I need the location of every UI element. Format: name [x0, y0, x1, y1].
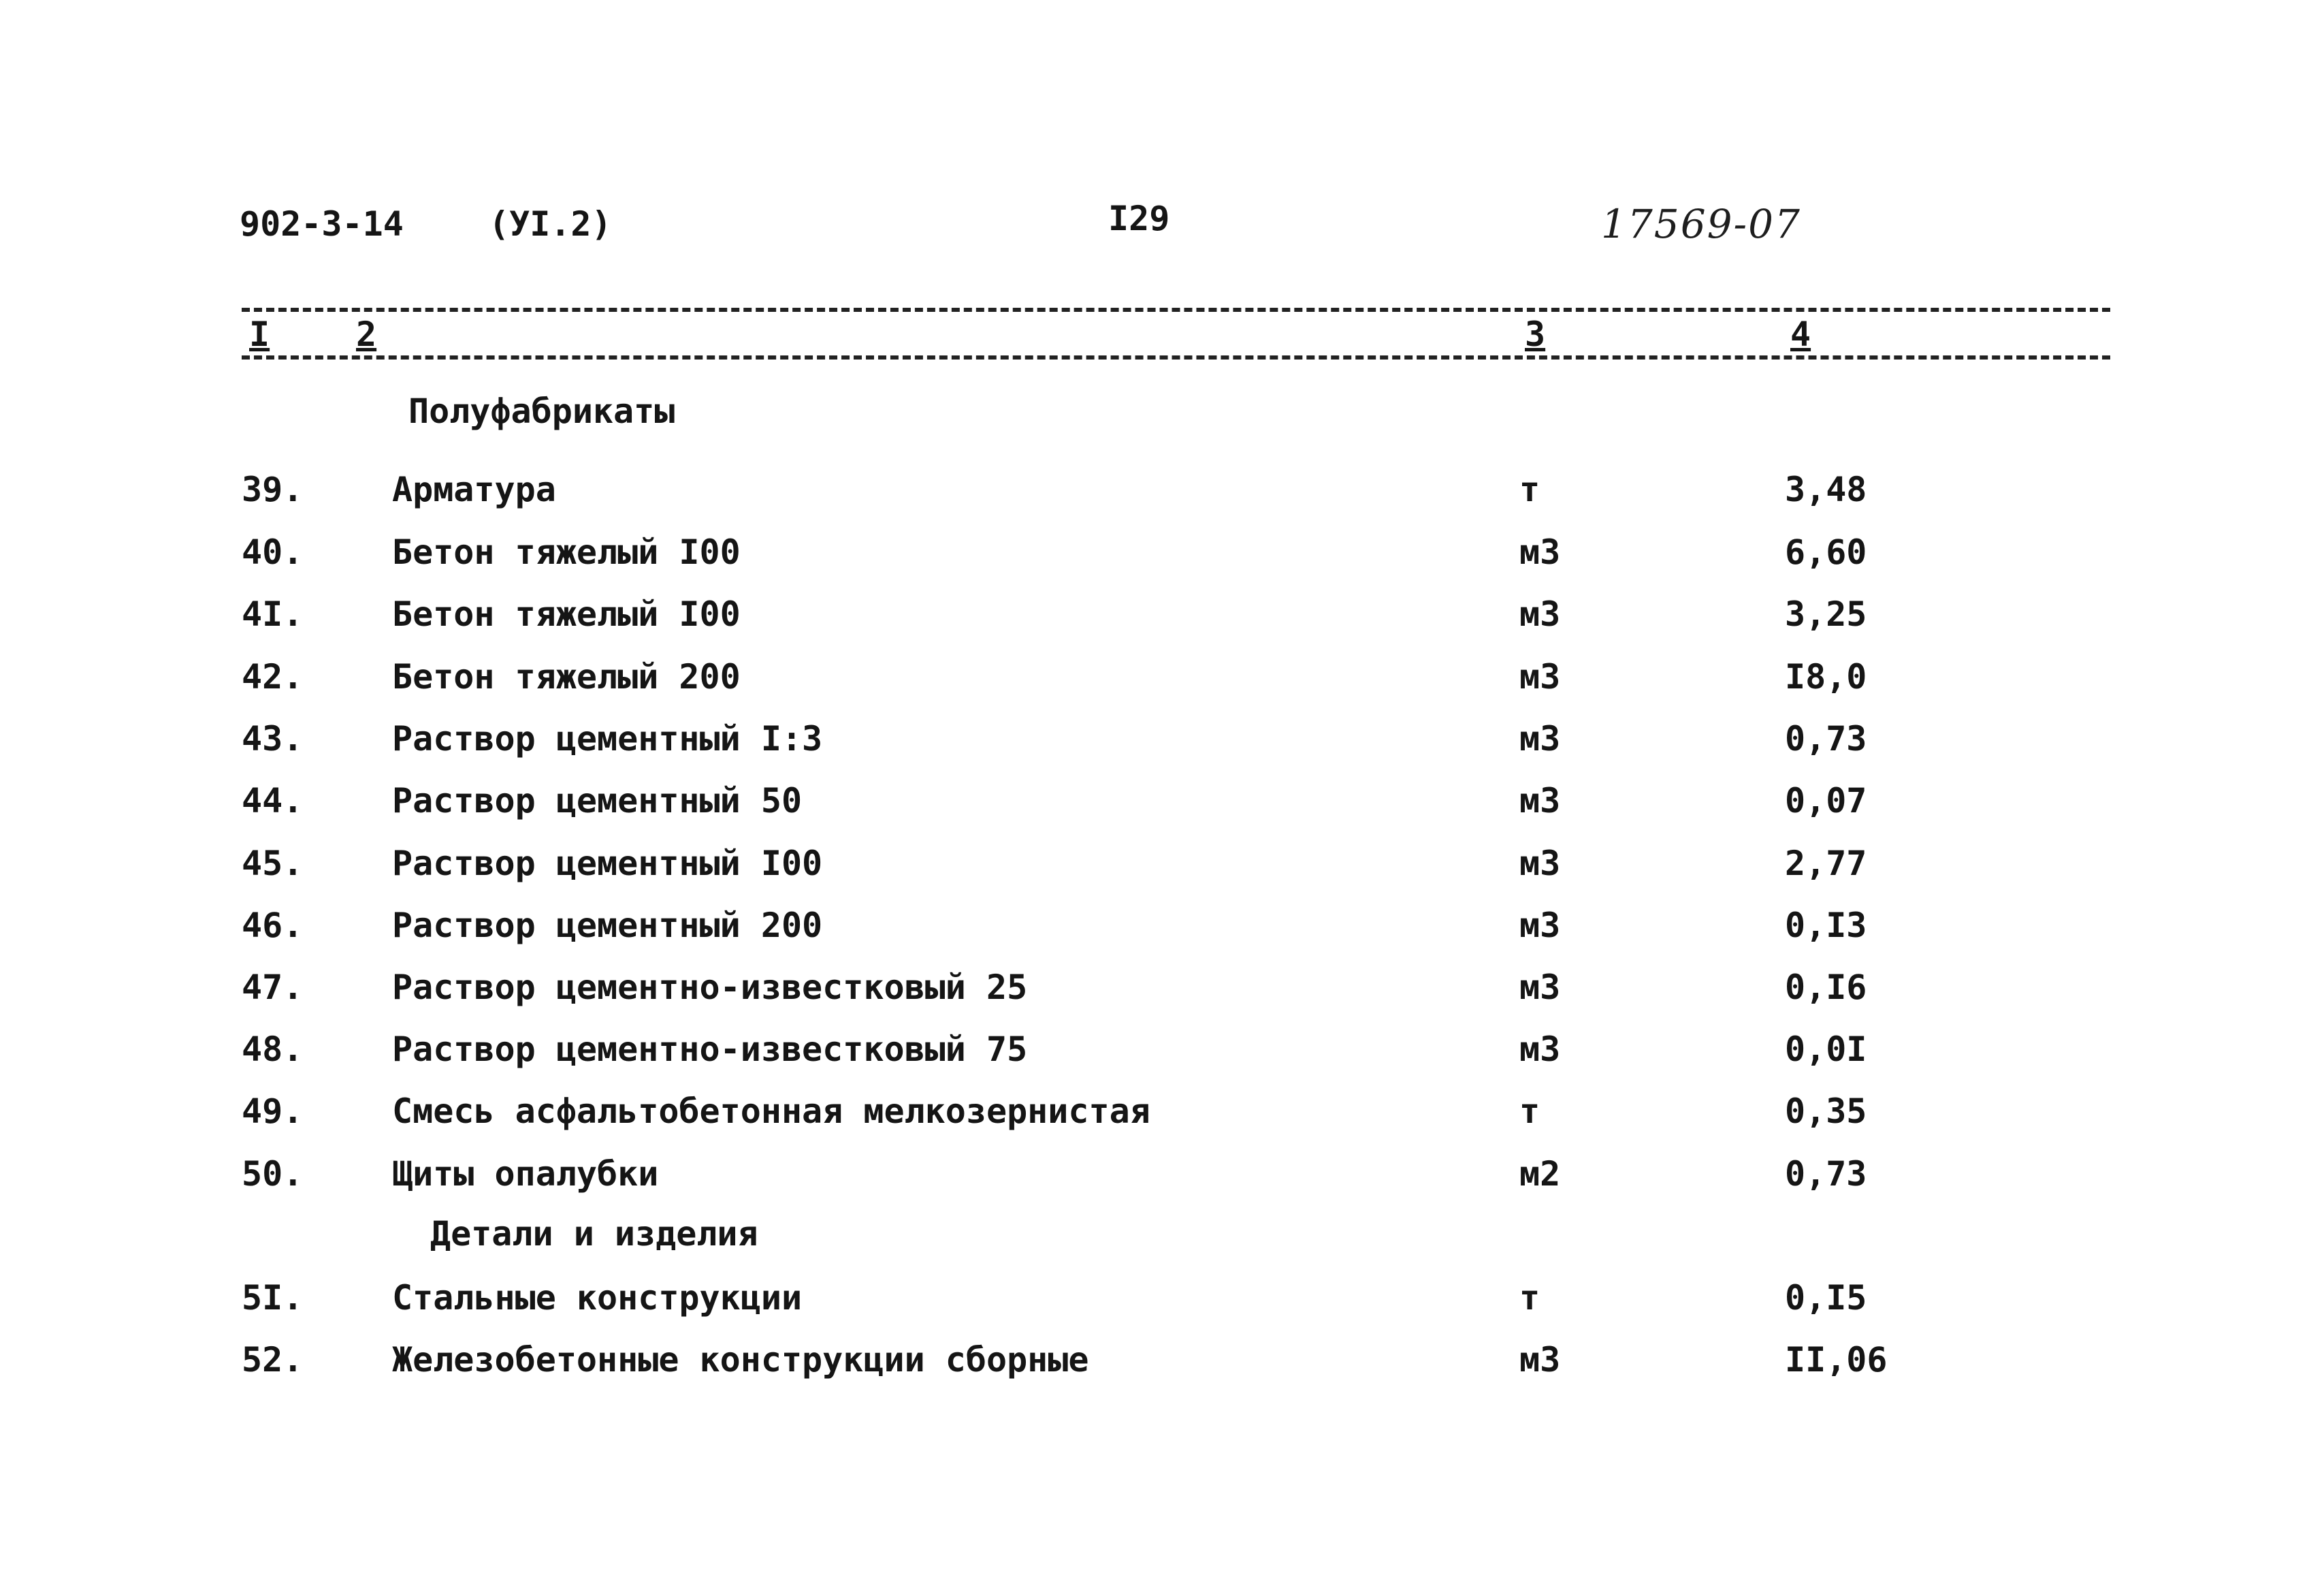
row-name: Щиты опалубки: [392, 1154, 659, 1194]
table-row: [0, 781, 2324, 835]
row-unit: м3: [1519, 719, 1561, 759]
row-value: 0,73: [1785, 719, 1867, 759]
table-row: [0, 906, 2324, 960]
row-unit: м3: [1519, 1030, 1561, 1069]
table-row: [0, 1278, 2324, 1333]
row-unit: м3: [1519, 1340, 1561, 1380]
row-number: 48.: [242, 1030, 304, 1069]
row-name: Железобетонные конструкции сборные: [392, 1340, 1089, 1380]
row-value: 0,0I: [1785, 1030, 1867, 1069]
row-number: 43.: [242, 719, 304, 759]
row-number: 45.: [242, 844, 304, 883]
section-title-semi-finished: Полуфабрикаты: [408, 392, 675, 431]
page-number: I29: [1108, 199, 1170, 238]
row-value: 6,60: [1785, 532, 1867, 572]
table-row: [0, 968, 2324, 1022]
table-row: [0, 657, 2324, 712]
row-unit: м3: [1519, 906, 1561, 945]
row-value: 0,I3: [1785, 906, 1867, 945]
row-name: Стальные конструкции: [392, 1278, 803, 1318]
row-name: Бетон тяжелый I00: [392, 594, 741, 634]
row-value: 0,07: [1785, 781, 1867, 821]
row-value: I8,0: [1785, 657, 1867, 697]
row-name: Раствор цементный 200: [392, 906, 823, 945]
row-number: 42.: [242, 657, 304, 697]
row-number: 47.: [242, 968, 304, 1007]
row-number: 52.: [242, 1340, 304, 1380]
row-name: Бетон тяжелый 200: [392, 657, 741, 697]
column-number-3: 3: [1519, 315, 1551, 354]
row-unit: м2: [1519, 1154, 1561, 1194]
table-row: [0, 844, 2324, 898]
row-number: 49.: [242, 1092, 304, 1131]
top-dashed-rule: [242, 308, 2110, 312]
row-number: 39.: [242, 470, 304, 509]
row-name: Раствор цементный I00: [392, 844, 823, 883]
table-row: [0, 1092, 2324, 1146]
row-name: Раствор цементно-известковый 75: [392, 1030, 1028, 1069]
row-name: Раствор цементно-известковый 25: [392, 968, 1028, 1007]
row-unit: м3: [1519, 657, 1561, 697]
table-row: [0, 594, 2324, 649]
row-value: 3,25: [1785, 594, 1867, 634]
table-row: [0, 1030, 2324, 1084]
row-value: 3,48: [1785, 470, 1867, 509]
column-number-1: I: [244, 315, 275, 354]
row-number: 40.: [242, 532, 304, 572]
section-title-parts-and-products: Детали и изделия: [430, 1214, 758, 1254]
section-code: (УI.2): [489, 204, 612, 244]
row-name: Смесь асфальтобетонная мелкозернистая: [392, 1092, 1150, 1131]
row-value: 2,77: [1785, 844, 1867, 883]
row-name: Арматура: [392, 470, 556, 509]
row-number: 46.: [242, 906, 304, 945]
archive-number: 17569-07: [1601, 201, 1801, 247]
row-unit: т: [1519, 470, 1540, 509]
row-number: 4I.: [242, 594, 304, 634]
row-unit: т: [1519, 1278, 1540, 1318]
row-value: 0,73: [1785, 1154, 1867, 1194]
column-number-2: 2: [351, 315, 382, 354]
row-value: 0,I5: [1785, 1278, 1867, 1318]
table-row: [0, 470, 2324, 524]
row-number: 50.: [242, 1154, 304, 1194]
row-unit: м3: [1519, 781, 1561, 821]
row-value: 0,I6: [1785, 968, 1867, 1007]
row-unit: м3: [1519, 532, 1561, 572]
row-unit: м3: [1519, 844, 1561, 883]
table-row: [0, 532, 2324, 587]
row-name: Бетон тяжелый I00: [392, 532, 741, 572]
row-value: II,06: [1785, 1340, 1888, 1380]
row-name: Раствор цементный 50: [392, 781, 803, 821]
table-row: [0, 1154, 2324, 1209]
table-row: [0, 1340, 2324, 1395]
row-value: 0,35: [1785, 1092, 1867, 1131]
table-row: [0, 719, 2324, 774]
row-unit: м3: [1519, 968, 1561, 1007]
row-unit: т: [1519, 1092, 1540, 1131]
row-number: 5I.: [242, 1278, 304, 1318]
column-number-4: 4: [1785, 315, 1816, 354]
row-name: Раствор цементный I:3: [392, 719, 823, 759]
row-number: 44.: [242, 781, 304, 821]
document-code: 902-3-14: [240, 204, 404, 244]
column-dashed-rule: [242, 355, 2110, 360]
row-unit: м3: [1519, 594, 1561, 634]
